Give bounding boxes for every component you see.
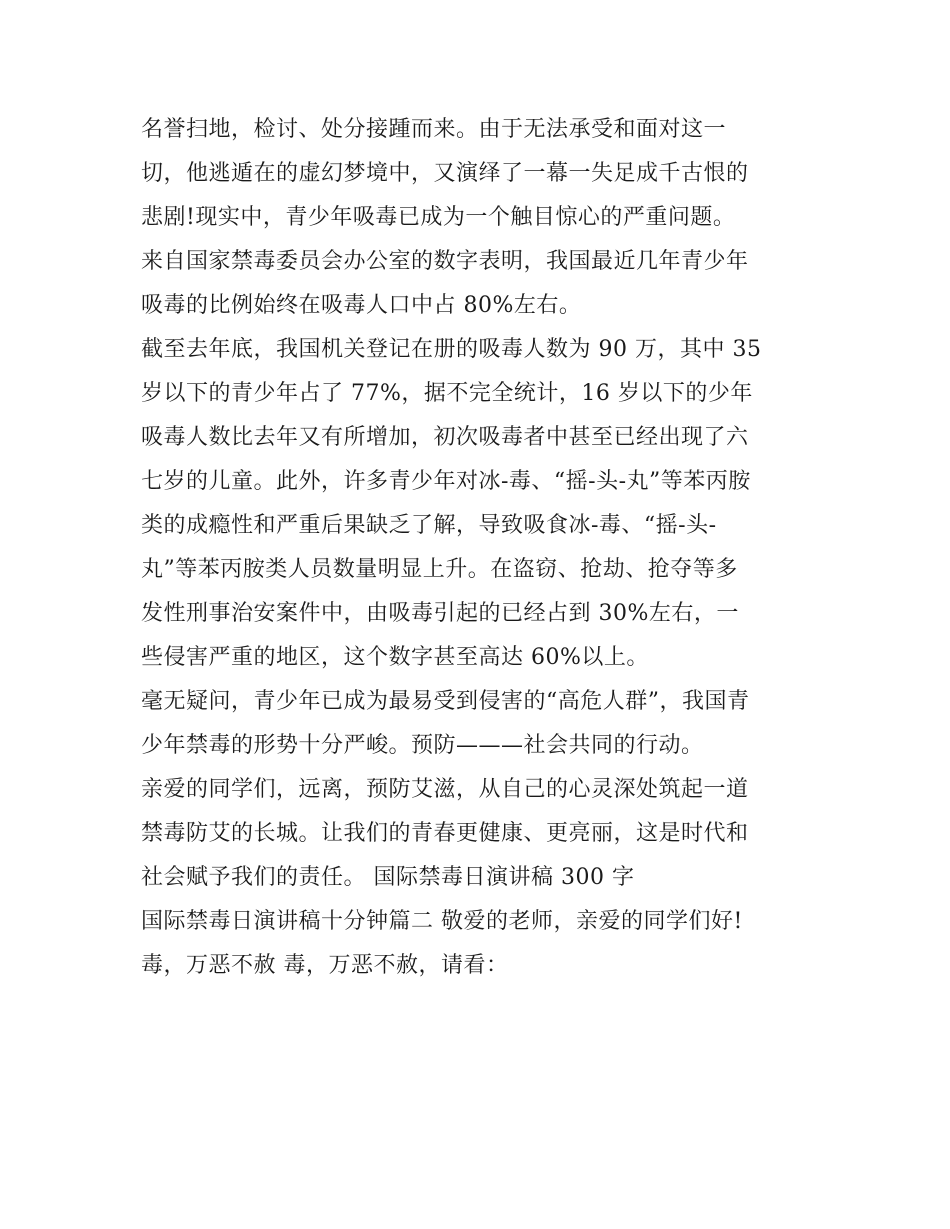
text-line: 国际禁毒日演讲稿十分钟篇二 敬爱的老师，亲爱的同学们好! bbox=[141, 909, 743, 934]
text-line: 吸毒的比例始终在吸毒人口中占 80%左右。 bbox=[141, 293, 582, 318]
text-line: 少年禁毒的形势十分严峻。预防———社会共同的行动。 bbox=[141, 733, 704, 758]
text-line: 禁毒防艾的长城。让我们的青春更健康、更亮丽，这是时代和 bbox=[141, 821, 749, 846]
text-line: 类的成瘾性和严重后果缺乏了解，导致吸食冰-毒、“摇-头- bbox=[141, 513, 717, 538]
text-line: 七岁的儿童。此外，许多青少年对冰-毒、“摇-头-丸”等苯丙胺 bbox=[141, 469, 751, 494]
text-line: 悲剧!现实中，青少年吸毒已成为一个触目惊心的严重问题。 bbox=[141, 205, 736, 230]
text-line: 切，他逃遁在的虚幻梦境中，又演绎了一幕一失足成千古恨的 bbox=[141, 161, 749, 186]
text-line: 岁以下的青少年占了 77%，据不完全统计，16 岁以下的少年 bbox=[141, 381, 753, 406]
text-line: 亲爱的同学们，远离，预防艾滋，从自己的心灵深处筑起一道 bbox=[141, 777, 749, 802]
text-line: 丸”等苯丙胺类人员数量明显上升。在盗窃、抢劫、抢夺等多 bbox=[141, 557, 738, 582]
text-line: 发性刑事治安案件中，由吸毒引起的已经占到 30%左右，一 bbox=[141, 601, 739, 626]
text-line: 来自国家禁毒委员会办公室的数字表明，我国最近几年青少年 bbox=[141, 249, 749, 274]
text-line: 社会赋予我们的责任。 国际禁毒日演讲稿 300 字 bbox=[141, 865, 635, 890]
text-line: 些侵害严重的地区，这个数字甚至高达 60%以上。 bbox=[141, 645, 649, 670]
text-line: 名誉扫地，检讨、处分接踵而来。由于无法承受和面对这一 bbox=[141, 117, 727, 142]
document-body bbox=[141, 108, 821, 988]
text-line: 毒，万恶不赦 毒，万恶不赦，请看： bbox=[141, 953, 509, 978]
text-line: 毫无疑问，青少年已成为最易受到侵害的“高危人群”，我国青 bbox=[141, 689, 750, 714]
text-line: 吸毒人数比去年又有所增加，初次吸毒者中甚至已经出现了六 bbox=[141, 425, 749, 450]
text-line: 截至去年底，我国机关登记在册的吸毒人数为 90 万，其中 35 bbox=[141, 337, 762, 362]
